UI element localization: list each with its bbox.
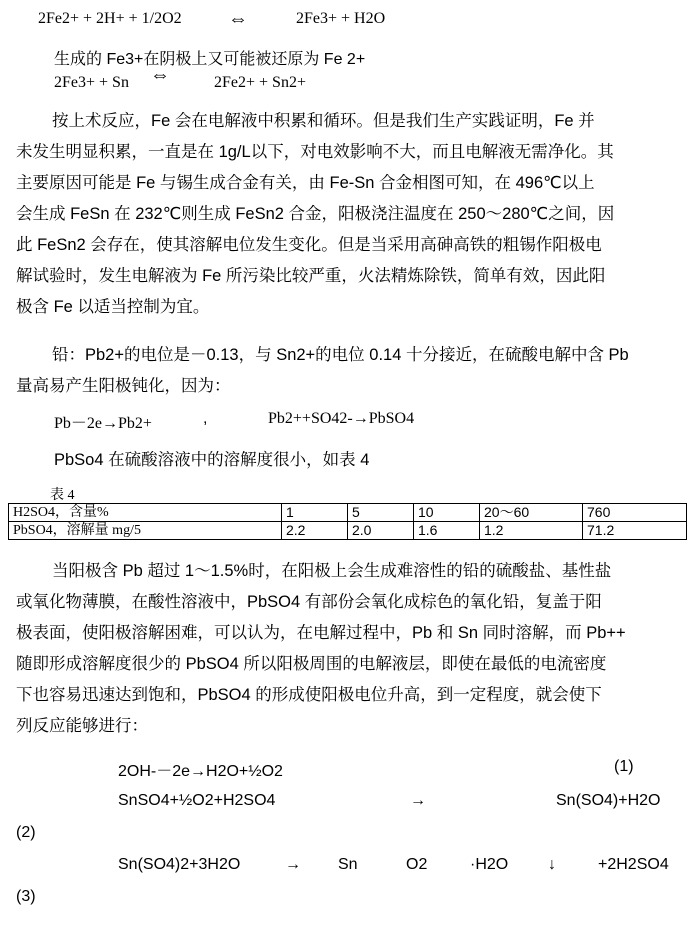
table-cell: 760 <box>583 504 687 522</box>
lead-oxidation-reaction: Pb－2e→Pb2+ <box>54 415 152 432</box>
reaction-fe2-oxidation-left: 2Fe2+ + 2H+ + 1/2O2 <box>38 10 182 27</box>
text-line: 按上术反应，Fe 会在电解液中积累和循环。但是我们生产实践证明，Fe 并 <box>52 112 595 130</box>
text-line: 或氧化物薄膜，在酸性溶液中，PbSO4 有部份会氧化成棕色的氧化铅，复盖于阳 <box>16 593 602 611</box>
text-line: 当阳极含 Pb 超过 1～1.5%时，在阳极上会生成难溶性的铅的硫酸盐、基性盐 <box>52 562 612 580</box>
paragraph-fe-accumulation <box>16 106 682 323</box>
equation-2-number: (2) <box>16 824 36 841</box>
table-row <box>9 504 687 522</box>
paragraph-lead-potential <box>16 340 682 402</box>
table-cell: 1.6 <box>414 522 480 540</box>
equation-2-left: SnSO4+½O2+H2SO4 <box>118 792 276 809</box>
text-line: 会生成 FeSn 在 232℃则生成 FeSn2 合金，阳极浇注温度在 250～280℃之间，因 <box>16 205 615 223</box>
equation-3-sn: Sn <box>338 856 358 873</box>
text-line: 下也容易迅速达到饱和，PbSO4 的形成使阳极电位升高，到一定程度，就会使下 <box>16 686 602 704</box>
equation-2-right: Sn(SO4)+H2O <box>556 792 661 809</box>
equation-1: 2OH-－2e→H2O+½O2 <box>118 763 283 780</box>
equilibrium-arrow-2: ⇔ <box>150 64 170 86</box>
equation-3-number: (3) <box>16 888 36 905</box>
text-line: 极含 Fe 以适当控制为宜。 <box>16 298 210 316</box>
text-line: 主要原因可能是 Fe 与锡生成合金有关，由 Fe-Sn 合金相图可知，在 496℃以上 <box>16 174 595 192</box>
text-line: 解试验时，发生电解液为 Fe 所污染比较严重，火法精炼除铁，简单有效，因此阳 <box>16 267 606 285</box>
table-cell: 2.2 <box>282 522 348 540</box>
text-line: 未发生明显积累，一直是在 1g/L以下，对电效影响不大，而且电解液无需净化。其 <box>16 143 614 161</box>
equation-3-arrow: → <box>285 856 301 873</box>
text-line: 量高易产生阳极钝化，因为： <box>16 377 231 395</box>
pbso4-solubility-note: PbSo4 在硫酸溶液中的溶解度很小，如表 4 <box>54 451 370 469</box>
table-cell: 2.0 <box>348 522 414 540</box>
table-cell: 1 <box>282 504 348 522</box>
reaction-fe3-sn-right: 2Fe2+ + Sn2+ <box>214 74 306 91</box>
table-cell: 5 <box>348 504 414 522</box>
reaction-fe3-sn-left: 2Fe3+ + Sn <box>54 74 129 91</box>
equation-3-h2o: ·H2O <box>470 856 509 873</box>
table-row <box>9 522 687 540</box>
equation-3-left: Sn(SO4)2+3H2O <box>118 856 241 873</box>
reaction-fe2-oxidation-right: 2Fe3+ + H2O <box>296 10 386 27</box>
equation-3-right: +2H2SO4 <box>598 856 669 873</box>
paragraph-lead-passivation <box>16 556 682 742</box>
table-cell: 71.2 <box>583 522 687 540</box>
text-line: 此 FeSn2 会存在，使其溶解电位发生变化。但是当采用高砷高铁的粗锡作阳极电 <box>16 236 602 254</box>
lead-sulfate-reaction: Pb2++SO42-→PbSO4 <box>268 410 415 427</box>
table-cell: 1.2 <box>480 522 583 540</box>
reaction-separator: , <box>203 410 208 427</box>
text-line: 列反应能够进行： <box>16 717 148 735</box>
text-line: 铅：Pb2+的电位是－0.13，与 Sn2+的电位 0.14 十分接近，在硫酸电解中含 Pb <box>52 346 629 364</box>
solubility-table <box>8 503 687 540</box>
equation-3-precipitate-arrow: ↓ <box>548 856 556 873</box>
equation-2-arrow: → <box>410 792 426 809</box>
text-line: 极表面，使阳极溶解困难，可以认为，在电解过程中，Pb 和 Sn 同时溶解，而 Pb++ <box>16 624 626 642</box>
equilibrium-arrow-1: ⇔ <box>228 8 248 30</box>
equation-1-number: (1) <box>614 758 634 775</box>
table-cell: H2SO4，含量% <box>9 504 282 522</box>
text-line: 随即形成溶解度很少的 PbSO4 所以阳极周围的电解液层，即使在最低的电流密度 <box>16 655 607 673</box>
table-cell: 10 <box>414 504 480 522</box>
table-caption: 表 4 <box>50 488 75 503</box>
reduction-note: 生成的 Fe3+在阴极上又可能被还原为 Fe 2+ <box>54 51 366 68</box>
equation-3-o2: O2 <box>406 856 428 873</box>
table-cell: PbSO4，溶解量 mg/5 <box>9 522 282 540</box>
table-cell: 20～60 <box>480 504 583 522</box>
